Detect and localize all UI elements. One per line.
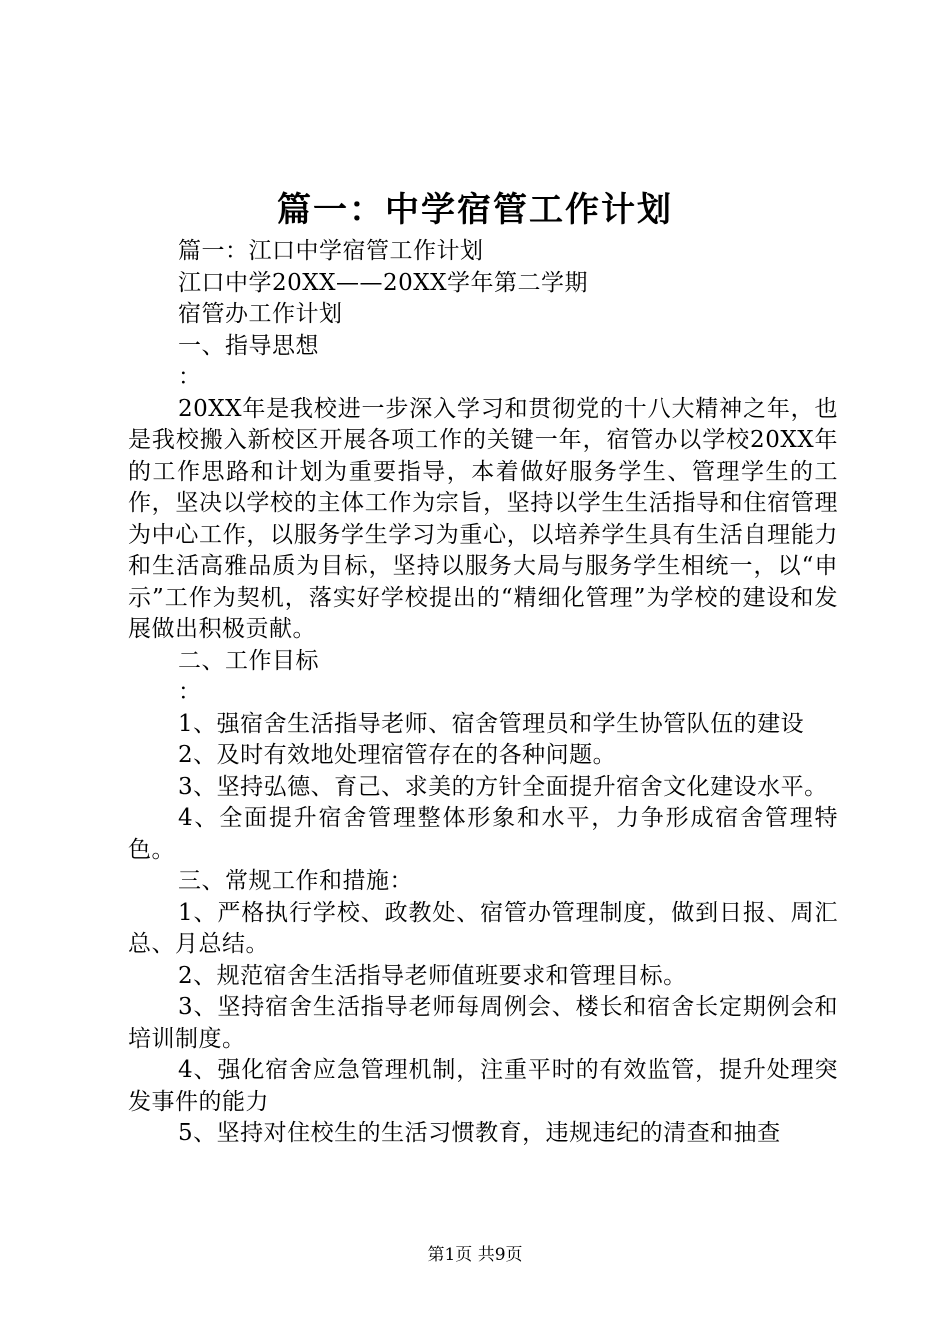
- paragraph: 20XX年是我校进一步深入学习和贯彻党的十八大精神之年，也是我校搬入新校区开展各项工作的关键一年，宿管办以学校20XX年的工作思路和计划为重要指导，本着做好服务学生、管理学生的工作，坚决以学校的主体工作为宗旨，坚持以学生生活指导和住宿管理为中心工作，以服务学生学习为重心，以培养学生具有生活自理能力和生活高雅品质为目标，坚持以服务大局与服务学生相统一，以“申示”工作为契机，落实好学校提出的“精细化管理”为学校的建设和发展做出积极贡献。: [128, 395, 838, 642]
- list-item: 5、坚持对住校生的生活习惯教育，违规违纪的清查和抽查: [178, 1120, 781, 1146]
- list-item: 3、坚持弘德、育己、求美的方针全面提升宿舍文化建设水平。: [178, 773, 828, 800]
- paragraph: ：: [178, 679, 202, 705]
- paragraph: ：: [178, 364, 202, 390]
- list-item: 2、及时有效地处理宿管存在的各种问题。: [178, 742, 617, 768]
- section-heading: 一、指导思想: [178, 332, 319, 359]
- paragraph: 宿管办工作计划: [178, 301, 343, 327]
- list-item: 1、强宿舍生活指导老师、宿舍管理员和学生协管队伍的建设: [178, 710, 805, 737]
- list-item: 4、强化宿舍应急管理机制，注重平时的有效监管，提升处理突发事件的能力: [128, 1057, 838, 1115]
- list-item: 3、坚持宿舍生活指导老师每周例会、楼长和宿舍长定期例会和培训制度。: [128, 994, 838, 1052]
- document-title: 篇一：中学宿管工作计划: [277, 190, 673, 230]
- section-heading: 二、工作目标: [178, 647, 319, 674]
- paragraph: 篇一：江口中学宿管工作计划: [178, 238, 484, 264]
- list-item: 2、规范宿舍生活指导老师值班要求和管理目标。: [178, 962, 687, 989]
- list-item: 1、严格执行学校、政教处、宿管办管理制度，做到日报、周汇总、月总结。: [128, 899, 838, 957]
- list-item: 4、全面提升宿舍管理整体形象和水平，力争形成宿舍管理特色。: [128, 805, 838, 863]
- paragraph: 江口中学20XX——20XX学年第二学期: [178, 269, 589, 296]
- page-footer: 第1页 共9页: [427, 1245, 523, 1265]
- section-heading: 三、常规工作和措施：: [178, 868, 413, 894]
- document-body: [128, 236, 838, 1150]
